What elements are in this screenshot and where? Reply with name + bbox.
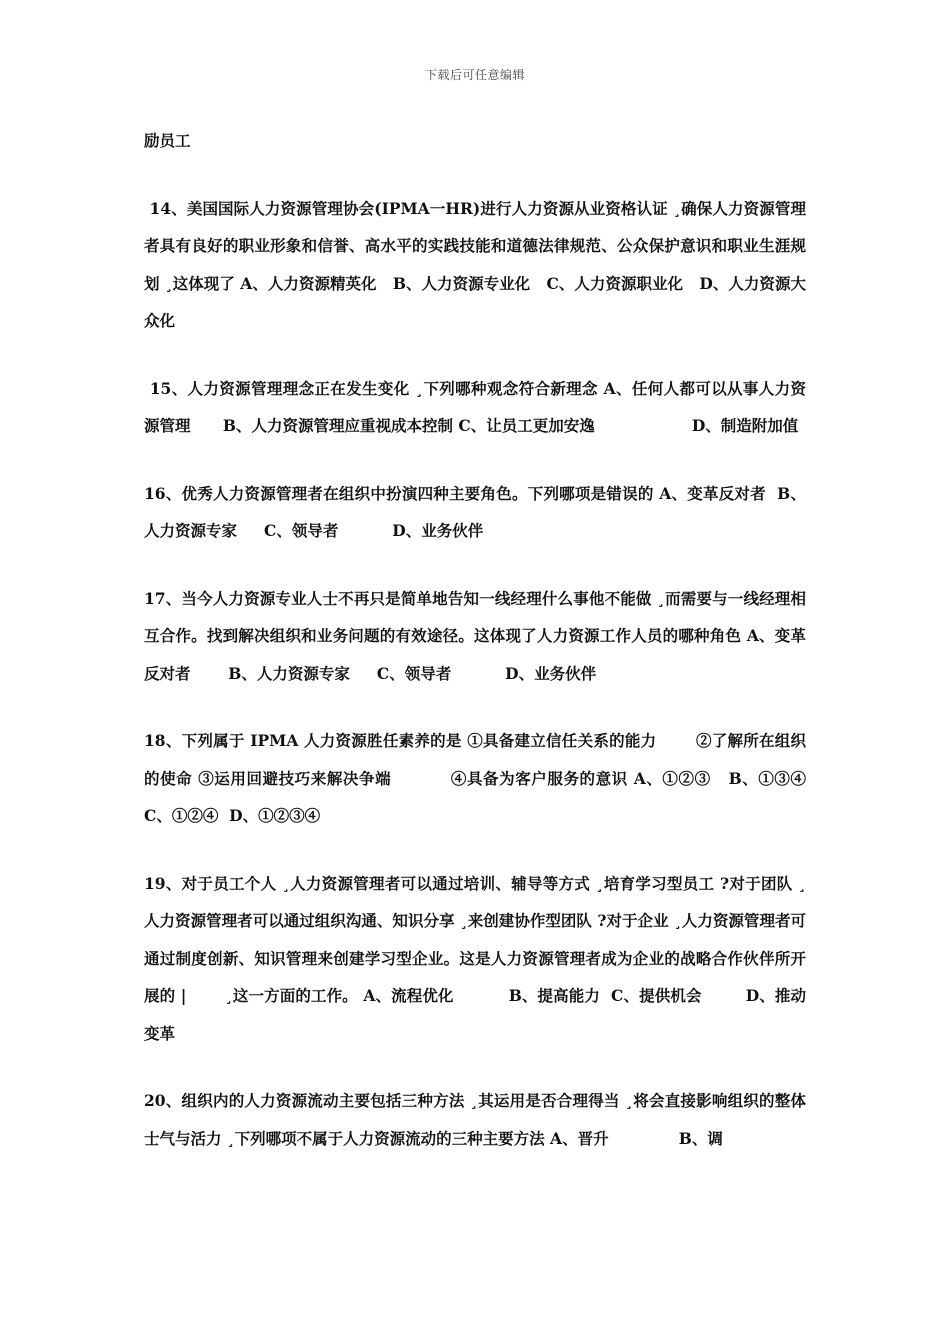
- question-19: 19、对于员工个人 ¸人力资源管理者可以通过培训、辅导等方式 ¸培育学习型员工 ?对于团队 ¸人力资源管理者可以通过组织沟通、知识分享 ¸来创建协作型团队 ?对于企业 ¸人力资源管理者可通过制度创新、知识管理来创建学习型企业。这是人力资源管理者成为企业的战略合作伙伴所开展的 | ¸这一方面的工作。 A、流程优化 B、提高能力 C、提供机会 D、推动变革: [144, 873, 806, 1043]
- question-16: 16、优秀人力资源管理者在组织中扮演四种主要角色。下列哪项是错误的 A、变革反对者 B、人力资源专家 C、领导者 D、业务伙伴: [144, 483, 806, 540]
- question-18: 18、下列属于 IPMA 人力资源胜任素养的是 ①具备建立信任关系的能力 ②了解所在组织的使命 ③运用回避技巧来解决争端 ④具备为客户服务的意识 A、①②③ B、①③④ C、①②④ D、①②③④: [144, 731, 817, 825]
- question-17: 17、当今人力资源专业人士不再只是简单地告知一线经理什么事他不能做 ¸而需要与一线经理相互合作。找到解决组织和业务问题的有效途径。这体现了人力资源工作人员的哪种角色 A、变革反对者 B、人力资源专家 C、领导者 D、业务伙伴: [144, 588, 806, 683]
- question-14: 14、美国国际人力资源管理协会(IPMA一HR)进行人力资源从业资格认证 ¸确保人力资源管理者具有良好的职业形象和信誉、高水平的实践技能和道德法律规范、公众保护意识和职业生涯规划 ¸这体现了 A、人力资源精英化 B、人力资源专业化 C、人力资源职业化 D、人力资源大众化: [144, 198, 806, 330]
- document-body: [144, 122, 817, 1157]
- page-header: 下载后可任意编辑: [424, 68, 525, 82]
- paragraph-continuation: 励员工: [144, 131, 191, 150]
- question-15: 15、人力资源管理理念正在发生变化 ¸下列哪种观念符合新理念 A、任何人都可以从事人力资源管理 B、人力资源管理应重视成本控制 C、让员工更加安逸 D、制造附加值: [144, 378, 806, 435]
- question-20: 20、组织内的人力资源流动主要包括三种方法 ¸其运用是否合理得当 ¸将会直接影响组织的整体士气与活力 ¸下列哪项不属于人力资源流动的三种主要方法 A、晋升 B、调: [144, 1091, 806, 1148]
